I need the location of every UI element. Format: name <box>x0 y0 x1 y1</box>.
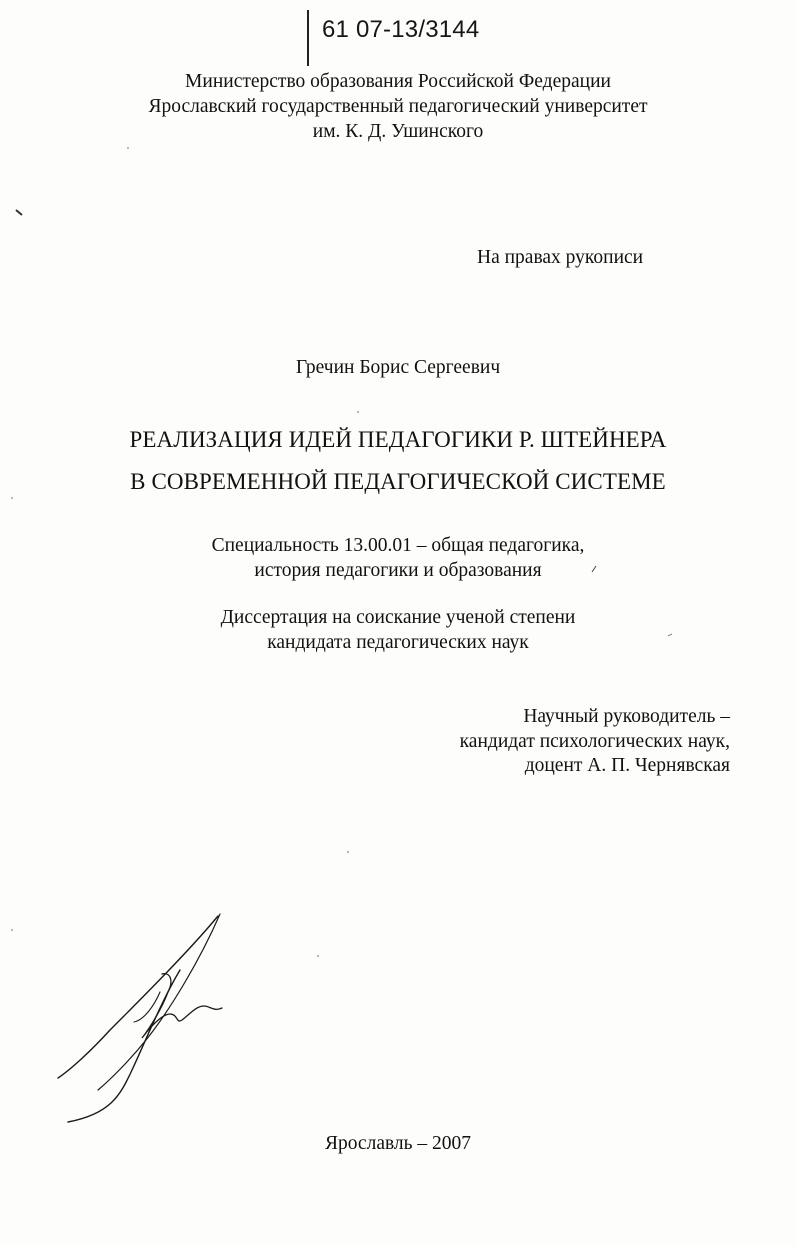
scan-speck <box>127 147 129 149</box>
ministry-line: Министерство образования Российской Федерации <box>185 71 611 92</box>
dissertation-title-line-1: РЕАЛИЗАЦИЯ ИДЕЙ ПЕДАГОГИКИ Р. ШТЕЙНЕРА <box>129 427 667 452</box>
degree-line-2: кандидата педагогических наук <box>267 632 529 653</box>
advisor-name: доцент А. П. Чернявская <box>524 755 730 776</box>
advisor-degree: кандидат психологических наук, <box>459 731 730 752</box>
dissertation-title-line-2: В СОВРЕМЕННОЙ ПЕДАГОГИЧЕСКОЙ СИСТЕМЕ <box>130 469 666 494</box>
place-and-year: Ярославль – 2007 <box>324 1133 472 1154</box>
scan-speck <box>347 851 349 853</box>
scan-speck <box>357 411 359 413</box>
archive-stamp-number: 61 07-13/3144 <box>322 16 480 43</box>
specialty-line-1: Специальность 13.00.01 – общая педагогика, <box>211 535 585 556</box>
manuscript-note: На правах рукописи <box>477 247 644 268</box>
advisor-label: Научный руководитель – <box>523 706 730 727</box>
scan-speck <box>16 210 22 215</box>
scan-speck <box>592 566 596 572</box>
scan-speck <box>668 634 672 636</box>
scan-speck <box>317 955 319 957</box>
author-name: Гречин Борис Сергеевич <box>295 357 501 378</box>
degree-line-1: Диссертация на соискание ученой степени <box>220 607 576 628</box>
scan-speck <box>11 929 13 931</box>
university-line: Ярославский государственный педагогический университет <box>148 96 648 117</box>
university-name-line: им. К. Д. Ушинского <box>312 121 484 142</box>
specialty-line-2: история педагогики и образования <box>254 560 542 581</box>
scan-speck <box>11 497 13 499</box>
